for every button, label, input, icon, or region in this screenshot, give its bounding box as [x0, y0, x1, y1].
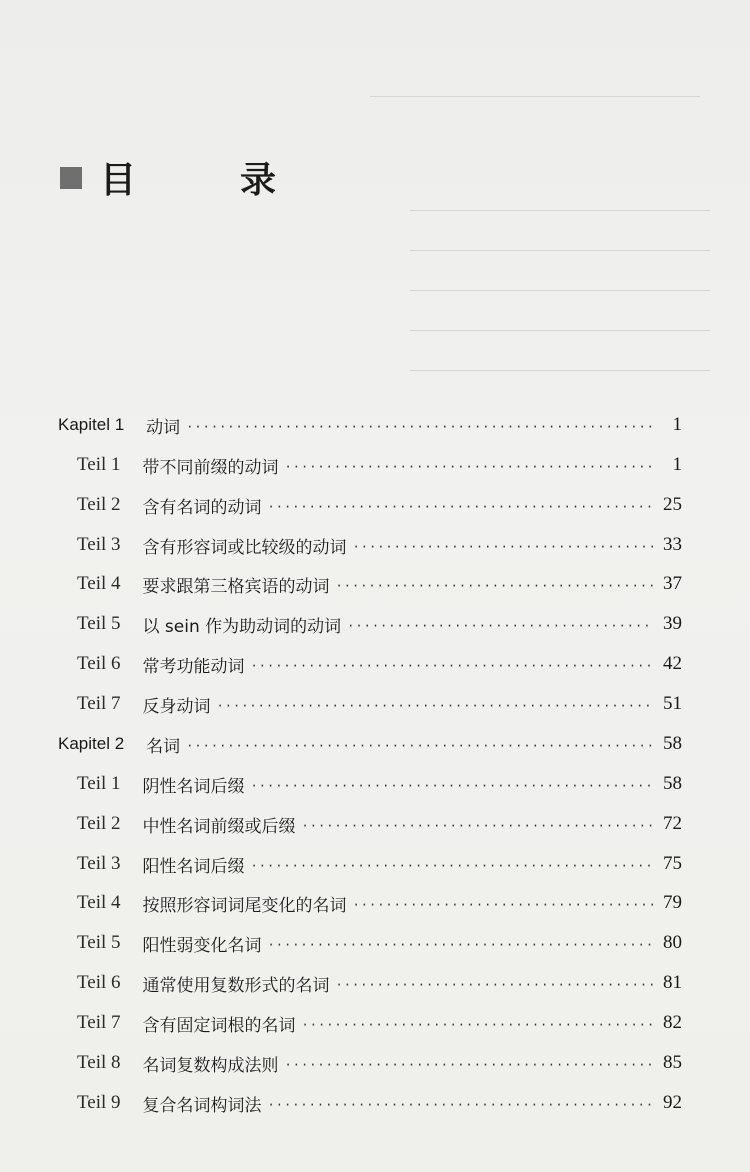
toc-entry[interactable]	[77, 928, 682, 958]
page-number: 85	[663, 1052, 682, 1073]
toc-entry[interactable]	[77, 849, 682, 879]
leader-dots	[251, 859, 654, 873]
page-number: 42	[663, 653, 682, 674]
page-number: 58	[663, 773, 682, 794]
leader-dots	[186, 420, 654, 434]
leader-dots	[268, 500, 654, 514]
part-label: Teil 9	[77, 1092, 121, 1113]
part-label: Teil 1	[77, 454, 121, 475]
toc-entry[interactable]	[77, 689, 682, 719]
part-label: Teil 6	[77, 972, 121, 993]
page-number: 81	[663, 972, 682, 993]
part-label: Teil 2	[77, 494, 121, 515]
toc-entry[interactable]	[77, 1048, 682, 1078]
part-name: 通常使用复数形式的名词	[142, 975, 330, 996]
leader-dots	[251, 779, 654, 793]
toc-chapter-2[interactable]	[58, 729, 682, 759]
page-number: 37	[663, 573, 682, 594]
part-name: 复合名词构词法	[142, 1095, 262, 1116]
part-name: 名词复数构成法则	[142, 1055, 279, 1076]
part-name: 阳性名词后缀	[142, 856, 245, 877]
toc-entry[interactable]	[77, 769, 682, 799]
part-name: 带不同前缀的动词	[142, 457, 279, 478]
part-name: 含有名词的动词	[142, 497, 262, 518]
part-name: 中性名词前缀或后缀	[142, 816, 296, 837]
part-name: 按照形容词词尾变化的名词	[142, 895, 347, 916]
leader-dots	[302, 1018, 654, 1032]
heading-square-icon	[60, 167, 82, 189]
leader-dots	[353, 540, 654, 554]
part-name: 阴性名词后缀	[142, 776, 245, 797]
toc-entry[interactable]	[77, 809, 682, 839]
show-through-rule	[370, 96, 700, 97]
toc-entry[interactable]	[77, 649, 682, 679]
page-title: 目 录	[100, 160, 311, 201]
page-number: 79	[663, 892, 682, 913]
part-label: Teil 7	[77, 693, 121, 714]
part-name: 阳性弱变化名词	[142, 935, 262, 956]
toc-entry[interactable]	[77, 609, 682, 639]
leader-dots	[285, 460, 654, 474]
show-through-rule	[410, 330, 710, 331]
toc-heading	[60, 152, 310, 203]
show-through-rule	[410, 290, 710, 291]
leader-dots	[347, 619, 654, 633]
leader-dots	[268, 938, 654, 952]
toc-entry[interactable]	[77, 1008, 682, 1038]
show-through-rule	[410, 210, 710, 211]
toc-entry[interactable]	[77, 490, 682, 520]
page-number: 39	[663, 613, 682, 634]
part-name: 含有形容词或比较级的动词	[142, 537, 347, 558]
chapter-label: Kapitel 2	[58, 734, 125, 753]
page-number: 1	[672, 454, 682, 475]
toc-chapter-1[interactable]	[58, 410, 682, 440]
leader-dots	[217, 699, 654, 713]
leader-dots	[186, 739, 654, 753]
page-number: 58	[663, 733, 682, 754]
part-label: Teil 2	[77, 813, 121, 834]
page-number: 82	[663, 1012, 682, 1033]
toc-entry[interactable]	[77, 968, 682, 998]
leader-dots	[268, 1098, 654, 1112]
page-number: 33	[663, 534, 682, 555]
part-label: Teil 4	[77, 892, 121, 913]
part-label: Teil 3	[77, 853, 121, 874]
toc-entry[interactable]	[77, 450, 682, 480]
part-label: Teil 5	[77, 932, 121, 953]
page-number: 80	[663, 932, 682, 953]
part-label: Teil 5	[77, 613, 121, 634]
show-through-rule	[410, 370, 710, 371]
leader-dots	[251, 659, 654, 673]
leader-dots	[336, 978, 654, 992]
part-label: Teil 3	[77, 534, 121, 555]
page-number: 25	[663, 494, 682, 515]
leader-dots	[302, 819, 654, 833]
leader-dots	[353, 898, 654, 912]
toc-entry[interactable]	[77, 888, 682, 918]
page-number: 92	[663, 1092, 682, 1113]
leader-dots	[336, 579, 654, 593]
chapter-name: 名词	[146, 736, 181, 757]
part-label: Teil 8	[77, 1052, 121, 1073]
part-label: Teil 4	[77, 573, 121, 594]
leader-dots	[285, 1058, 654, 1072]
toc-entry[interactable]	[77, 530, 682, 560]
chapter-label: Kapitel 1	[58, 415, 125, 434]
part-label: Teil 6	[77, 653, 121, 674]
part-label: Teil 7	[77, 1012, 121, 1033]
toc-entry[interactable]	[77, 569, 682, 599]
part-name: 要求跟第三格宾语的动词	[142, 576, 330, 597]
page-number: 51	[663, 693, 682, 714]
part-name: 含有固定词根的名词	[142, 1015, 296, 1036]
part-name: 反身动词	[142, 696, 211, 717]
part-name: 以 sein 作为助动词的动词	[142, 616, 342, 637]
page-number: 1	[672, 414, 682, 435]
show-through-rule	[410, 250, 710, 251]
toc-entry[interactable]	[77, 1088, 682, 1118]
page-number: 75	[663, 853, 682, 874]
part-label: Teil 1	[77, 773, 121, 794]
part-name: 常考功能动词	[142, 656, 245, 677]
chapter-name: 动词	[146, 417, 181, 438]
page-number: 72	[663, 813, 682, 834]
